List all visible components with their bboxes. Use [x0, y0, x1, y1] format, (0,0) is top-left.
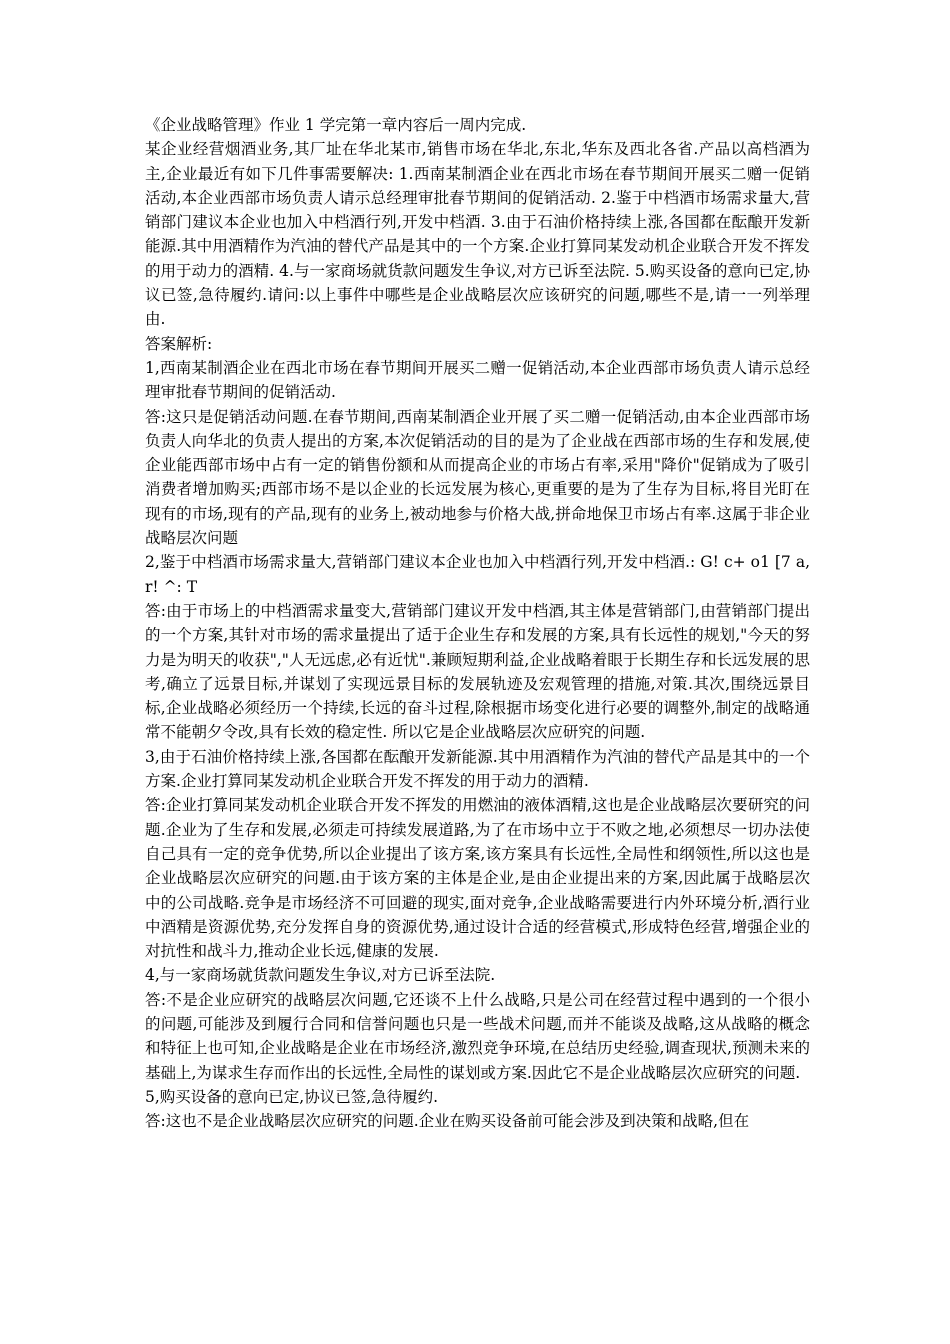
answer-1: 答:这只是促销活动问题.在春节期间,西南某制酒企业开展了买二赠一促销活动,由本企业西部市场负责人向华北的负责人提出的方案,本次促销活动的目的是为了企业战在西部市场的生存和发展,使企业能西部市场中占有一定的销售份额和从而提高企业的市场占有率,采用"降价"促销成为了吸引消费者增加购买;西部市场不是以企业的长远发展为核心,更重要的是为了生存为目标,将目光盯在现有的市场,现有的产品,现有的业务上,被动地参与价格大战,拼命地保卫市场占有率.这属于非企业战略层次问题 — [145, 407, 810, 548]
answer-3: 答:企业打算同某发动机企业联合开发不挥发的用燃油的液体酒精,这也是企业战略层次要研究的问题.企业为了生存和发展,必须走可持续发展道路,为了在市场中立于不败之地,必须想尽一切办法使自己具有一定的竞争优势,所以企业提出了该方案,该方案具有长远性,全局性和纲领性,所以这也是企业战略层次应研究的问题.由于该方案的主体是企业,是由企业提出来的方案,因此属于战略层次中的公司战略.竞争是市场经济不可回避的现实,面对竞争,企业战略需要进行内外环境分析,酒行业中酒精是资源优势,充分发挥自身的资源优势,通过设计合适的经营模式,形成特色经营,增强企业的对抗性和战斗力,推动企业长远,健康的发展. — [145, 796, 810, 961]
question-2: 2,鉴于中档酒市场需求量大,营销部门建议本企业也加入中档酒行列,开发中档酒.: G! c+ o1 [7 a, r! ^: T — [145, 553, 810, 596]
answer-4: 答:不是企业应研究的战略层次问题,它还谈不上什么战略,只是公司在经营过程中遇到的一个很小的问题,可能涉及到履行合同和信誉问题也只是一些战术问题,而并不能谈及战略,这从战略的概念和特征上也可知,企业战略是企业在市场经济,激烈竞争环境,在总结历史经验,调查现状,预测未来的基础上,为谋求生存而作出的长远性,全局性的谋划或方案.因此它不是企业战略层次应研究的问题. — [145, 990, 810, 1082]
document-body — [145, 113, 810, 1133]
question-1: 1,西南某制酒企业在西北市场在春节期间开展买二赠一促销活动,本企业西部市场负责人请示总经理审批春节期间的促销活动. — [145, 358, 810, 402]
question-4: 4,与一家商场就货款问题发生争议,对方已诉至法院. — [145, 966, 496, 985]
answer-heading: 答案解析: — [145, 334, 213, 353]
case-description: 某企业经营烟酒业务,其厂址在华北某市,销售市场在华北,东北,华东及西北各省.产品以高档酒为主,企业最近有如下几件事需要解决: 1.西南某制酒企业在西北市场在春节期间开展买二赠一促销活动,本企业西部市场负责人请示总经理审批春节期间的促销活动. 2.鉴于中档酒市场需求量大,营销部门建议本企业也加入中档酒行列,开发中档酒. 3.由于石油价格持续上涨,各国都在酝酿开发新能源.其中用酒精作为汽油的替代产品是其中的一个方案.企业打算同某发动机企业联合开发不挥发的用于动力的酒精. 4.与一家商场就货款问题发生争议,对方已诉至法院. 5.购买设备的意向已定,协议已签,急待履约.请问:以上事件中哪些是企业战略层次应该研究的问题,哪些不是,请一一列举理由. — [145, 140, 810, 329]
answer-5: 答:这也不是企业战略层次应研究的问题.企业在购买设备前可能会涉及到决策和战略,但在 — [145, 1112, 750, 1131]
assignment-title: 《企业战略管理》作业 1 学完第一章内容后一周内完成. — [145, 116, 527, 134]
question-3: 3,由于石油价格持续上涨,各国都在酝酿开发新能源.其中用酒精作为汽油的替代产品是其中的一个方案.企业打算同某发动机企业联合开发不挥发的用于动力的酒精. — [145, 747, 810, 791]
question-5: 5,购买设备的意向已定,协议已签,急待履约. — [145, 1087, 439, 1106]
answer-2: 答:由于市场上的中档酒需求量变大,营销部门建议开发中档酒,其主体是营销部门,由营销部门提出的一个方案,其针对市场的需求量提出了适于企业生存和发展的方案,具有长远性的规划,"今天的努力是为明天的收获","人无远虑,必有近忧".兼顾短期利益,企业战略着眼于长期生存和长远发展的思考,确立了远景目标,并谋划了实现远景目标的发展轨迹及宏观管理的措施,对策.其次,围绕远景目标,企业战略必须经历一个持续,长远的奋斗过程,除根据市场变化进行必要的调整外,制定的战略通常不能朝夕令改,具有长效的稳定性. 所以它是企业战略层次应研究的问题. — [145, 601, 810, 742]
